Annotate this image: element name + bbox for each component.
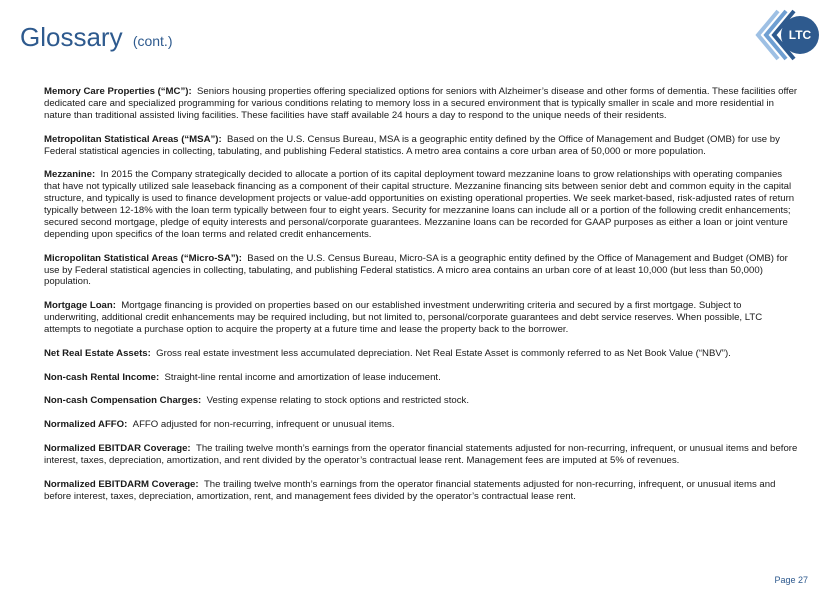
glossary-entry-mezzanine [44,169,798,240]
glossary-entry-non-cash-compensation [44,395,798,407]
glossary-list [44,86,798,514]
logo-text: LTC [788,28,812,42]
glossary-entry-msa [44,134,798,158]
glossary-definition: Gross real estate investment less accumulated depreciation. Net Real Estate Asset is commonly referred to as Net Book Value (“NBV”). [156,347,731,359]
glossary-term: Normalized EBITDARM Coverage: [44,478,199,490]
glossary-term: Mortgage Loan: [44,300,116,312]
glossary-term: Micropolitan Statistical Areas (“Micro-SA”): [44,252,242,264]
glossary-definition: Vesting expense relating to stock options and restricted stock. [206,395,469,407]
logo-subtext: NYSE [812,47,817,59]
glossary-entry-net-real-estate-assets [44,348,798,360]
glossary-term: Normalized EBITDAR Coverage: [44,443,191,455]
glossary-entry-micro-sa [44,253,798,289]
glossary-entry-normalized-ebitdarm [44,479,798,503]
glossary-term: Net Real Estate Assets: [44,347,151,359]
glossary-definition: AFFO adjusted for non-recurring, infrequent or unusual items. [132,419,395,431]
page-title-suffix: (cont.) [132,33,173,49]
page-number: Page 27 [774,575,808,585]
glossary-entry-normalized-ebitdar [44,443,798,467]
glossary-entry-memory-care [44,86,798,122]
glossary-definition: Straight-line rental income and amortization of lease inducement. [164,371,441,383]
glossary-term: Metropolitan Statistical Areas (“MSA”): [44,133,222,145]
glossary-term: Normalized AFFO: [44,419,128,431]
ltc-logo [752,8,822,62]
glossary-term: Memory Care Properties (“MC”): [44,86,192,97]
glossary-definition: The trailing twelve month’s earnings from the operator financial statements adjusted for non-recurring, infrequent, or unusual items and before interest, taxes, depreciation, amortization, and rent divided by the operator’s contractual lease rent. Management fees are imputed at 5% of revenues. [44,443,798,466]
glossary-entry-mortgage-loan [44,300,798,336]
page-title [20,22,173,53]
glossary-definition: The trailing twelve month’s earnings from the operator financial statements adjusted for non-recurring, infrequent, or unusual items and before interest, taxes, depreciation, amortization, rent, and management fees divided by the operator’s contractual lease rent. [44,478,776,502]
glossary-term: Mezzanine: [44,169,96,181]
glossary-definition: Based on the U.S. Census Bureau, MSA is a geographic entity defined by the Office of Management and Budget (OMB) for use by Federal statistical agencies in collecting, tabulating, and publishing Federal statistics. A metro area contains a core urban area of 50,000 or more population. [44,133,780,157]
page-title-text: Glossary [20,22,123,52]
glossary-definition: Seniors housing properties offering specialized options for seniors with Alzheimer’s disease and other forms of dementia. These facilities offer dedicated care and specialized programming for various conditions relating to memory loss in a secured environment that is typically smaller in scale and more residential in nature than traditional assisted living facilities. These facilities have staff available 24 hours a day to respond to the unique needs of their residents. [44,86,798,121]
glossary-term: Non-cash Compensation Charges: [44,395,202,407]
glossary-definition: Mortgage financing is provided on properties based on our established investment underwriting criteria and secured by a first mortgage. Subject to underwriting, additional credit enhancements may be required including, but not limited to, personal/corporate guarantees and debt service reserves. When possible, LTC attempts to negotiate a purchase option to acquire the property at a future time and lease the property back to the borrower. [44,300,763,336]
glossary-definition: In 2015 the Company strategically decided to allocate a portion of its capital deployment toward mezzanine loans to grow relationships with operating companies that have not typically utilized sale leaseback financing as a component of their capital structure. Mezzanine financing sits between senior debt and common equity in the capital structure, and typically is used to finance development projects or value-add opportunities on existing operational properties. We seek market-based, risk-adjusted rates of return typically between 12-18% with the loan term typically between four to eight years. Security for mezzanine loans can include all or a portion of the following credit enhancements; secured second mortgage, pledge of equity interests and personal/corporate guarantees. Mezzanine loans can be recorded for GAAP purposes as either a loan or joint venture depending upon specifics of the loan terms and related credit enhancements. [44,169,795,240]
glossary-definition: Based on the U.S. Census Bureau, Micro-SA is a geographic entity defined by the Office of Management and Budget (OMB) for use by Federal statistical agencies in collecting, tabulating, and publishing Federal statistics. A micro area contains an urban core of at least 10,000 (but less than 50,000) population. [44,252,788,288]
glossary-entry-normalized-affo [44,419,798,431]
glossary-term: Non-cash Rental Income: [44,371,160,383]
glossary-entry-non-cash-rental-income [44,372,798,384]
